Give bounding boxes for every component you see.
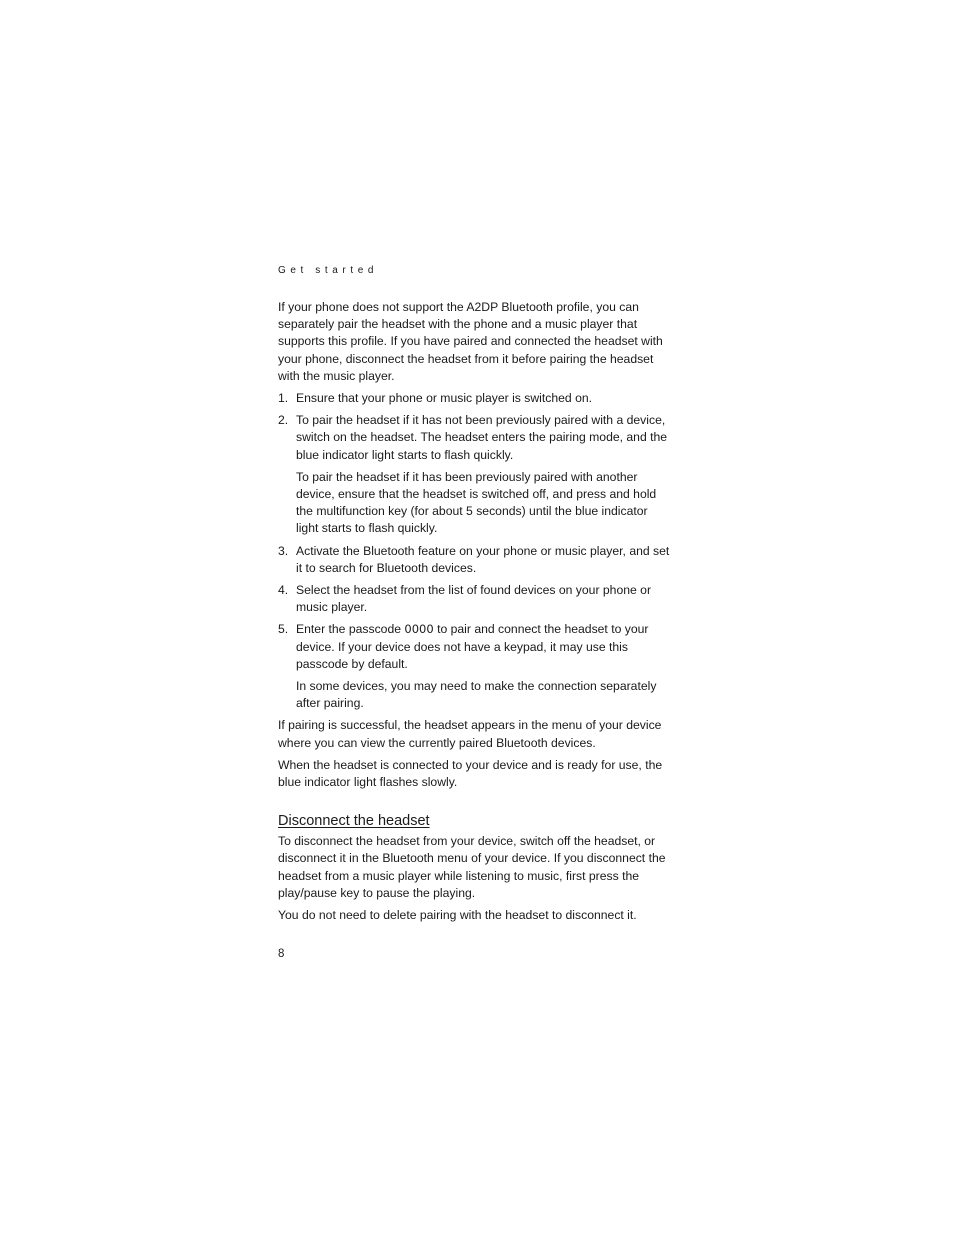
step-text: Select the headset from the list of found devices on your phone or music player. <box>296 583 652 615</box>
step-text <box>296 621 670 673</box>
step-text-after: to pair and connect the headset to your device. If your device does not have a keypad, it may use this passcode by default. <box>296 622 649 671</box>
disconnect-paragraph: To disconnect the headset from your device, switch off the headset, or disconnect it in the Bluetooth menu of your device. If you disconnect the headset from a music player while listening to music, first press the play/pause key to pause the playing. <box>278 834 666 900</box>
disconnect-note-paragraph: You do not need to delete pairing with the headset to disconnect it. <box>278 908 637 923</box>
list-item <box>278 621 670 712</box>
step-text-before: Enter the passcode <box>296 622 405 637</box>
list-item <box>278 390 670 407</box>
step-text: To pair the headset if it has not been previously paired with a device, switch on the headset. The headset enters the pairing mode, and the blue indicator light starts to flash quickly. <box>296 413 668 462</box>
running-header: Get started <box>278 265 379 276</box>
page-number: 8 <box>278 948 285 960</box>
list-item <box>278 543 670 577</box>
pairing-steps-list <box>278 390 670 712</box>
step-number: 1. <box>278 391 289 406</box>
page-content <box>278 299 670 929</box>
step-extra-text: In some devices, you may need to make the connection separately after pairing. <box>296 679 657 711</box>
connected-indicator-paragraph: When the headset is connected to your device and is ready for use, the blue indicator light flashes slowly. <box>278 757 663 790</box>
step-extra-text: To pair the headset if it has been previously paired with another device, ensure that the headset is switched off, and press and hold the multifunction key (for about 5 seconds) until the blue indicator light starts to flash quickly. <box>296 469 657 536</box>
section-heading-disconnect: Disconnect the headset <box>278 813 430 830</box>
intro-paragraph: If your phone does not support the A2DP Bluetooth profile, you can separately pair the headset with the phone and a music player that supports this profile. If you have paired and connected the headset with your phone, disconnect the headset from it before pairing the headset with the music player. <box>278 300 663 383</box>
step-number: 2. <box>278 413 289 428</box>
passcode-value: 0000 <box>404 622 434 637</box>
step-number: 5. <box>278 622 289 637</box>
step-text: Activate the Bluetooth feature on your phone or music player, and set it to search for Bluetooth devices. <box>296 543 670 575</box>
list-item <box>278 412 670 537</box>
list-item <box>278 582 670 616</box>
step-number: 3. <box>278 543 289 558</box>
step-number: 4. <box>278 583 289 598</box>
pairing-success-paragraph: If pairing is successful, the headset appears in the menu of your device where you can view the currently paired Bluetooth devices. <box>278 718 662 750</box>
step-text: Ensure that your phone or music player is switched on. <box>296 391 593 406</box>
